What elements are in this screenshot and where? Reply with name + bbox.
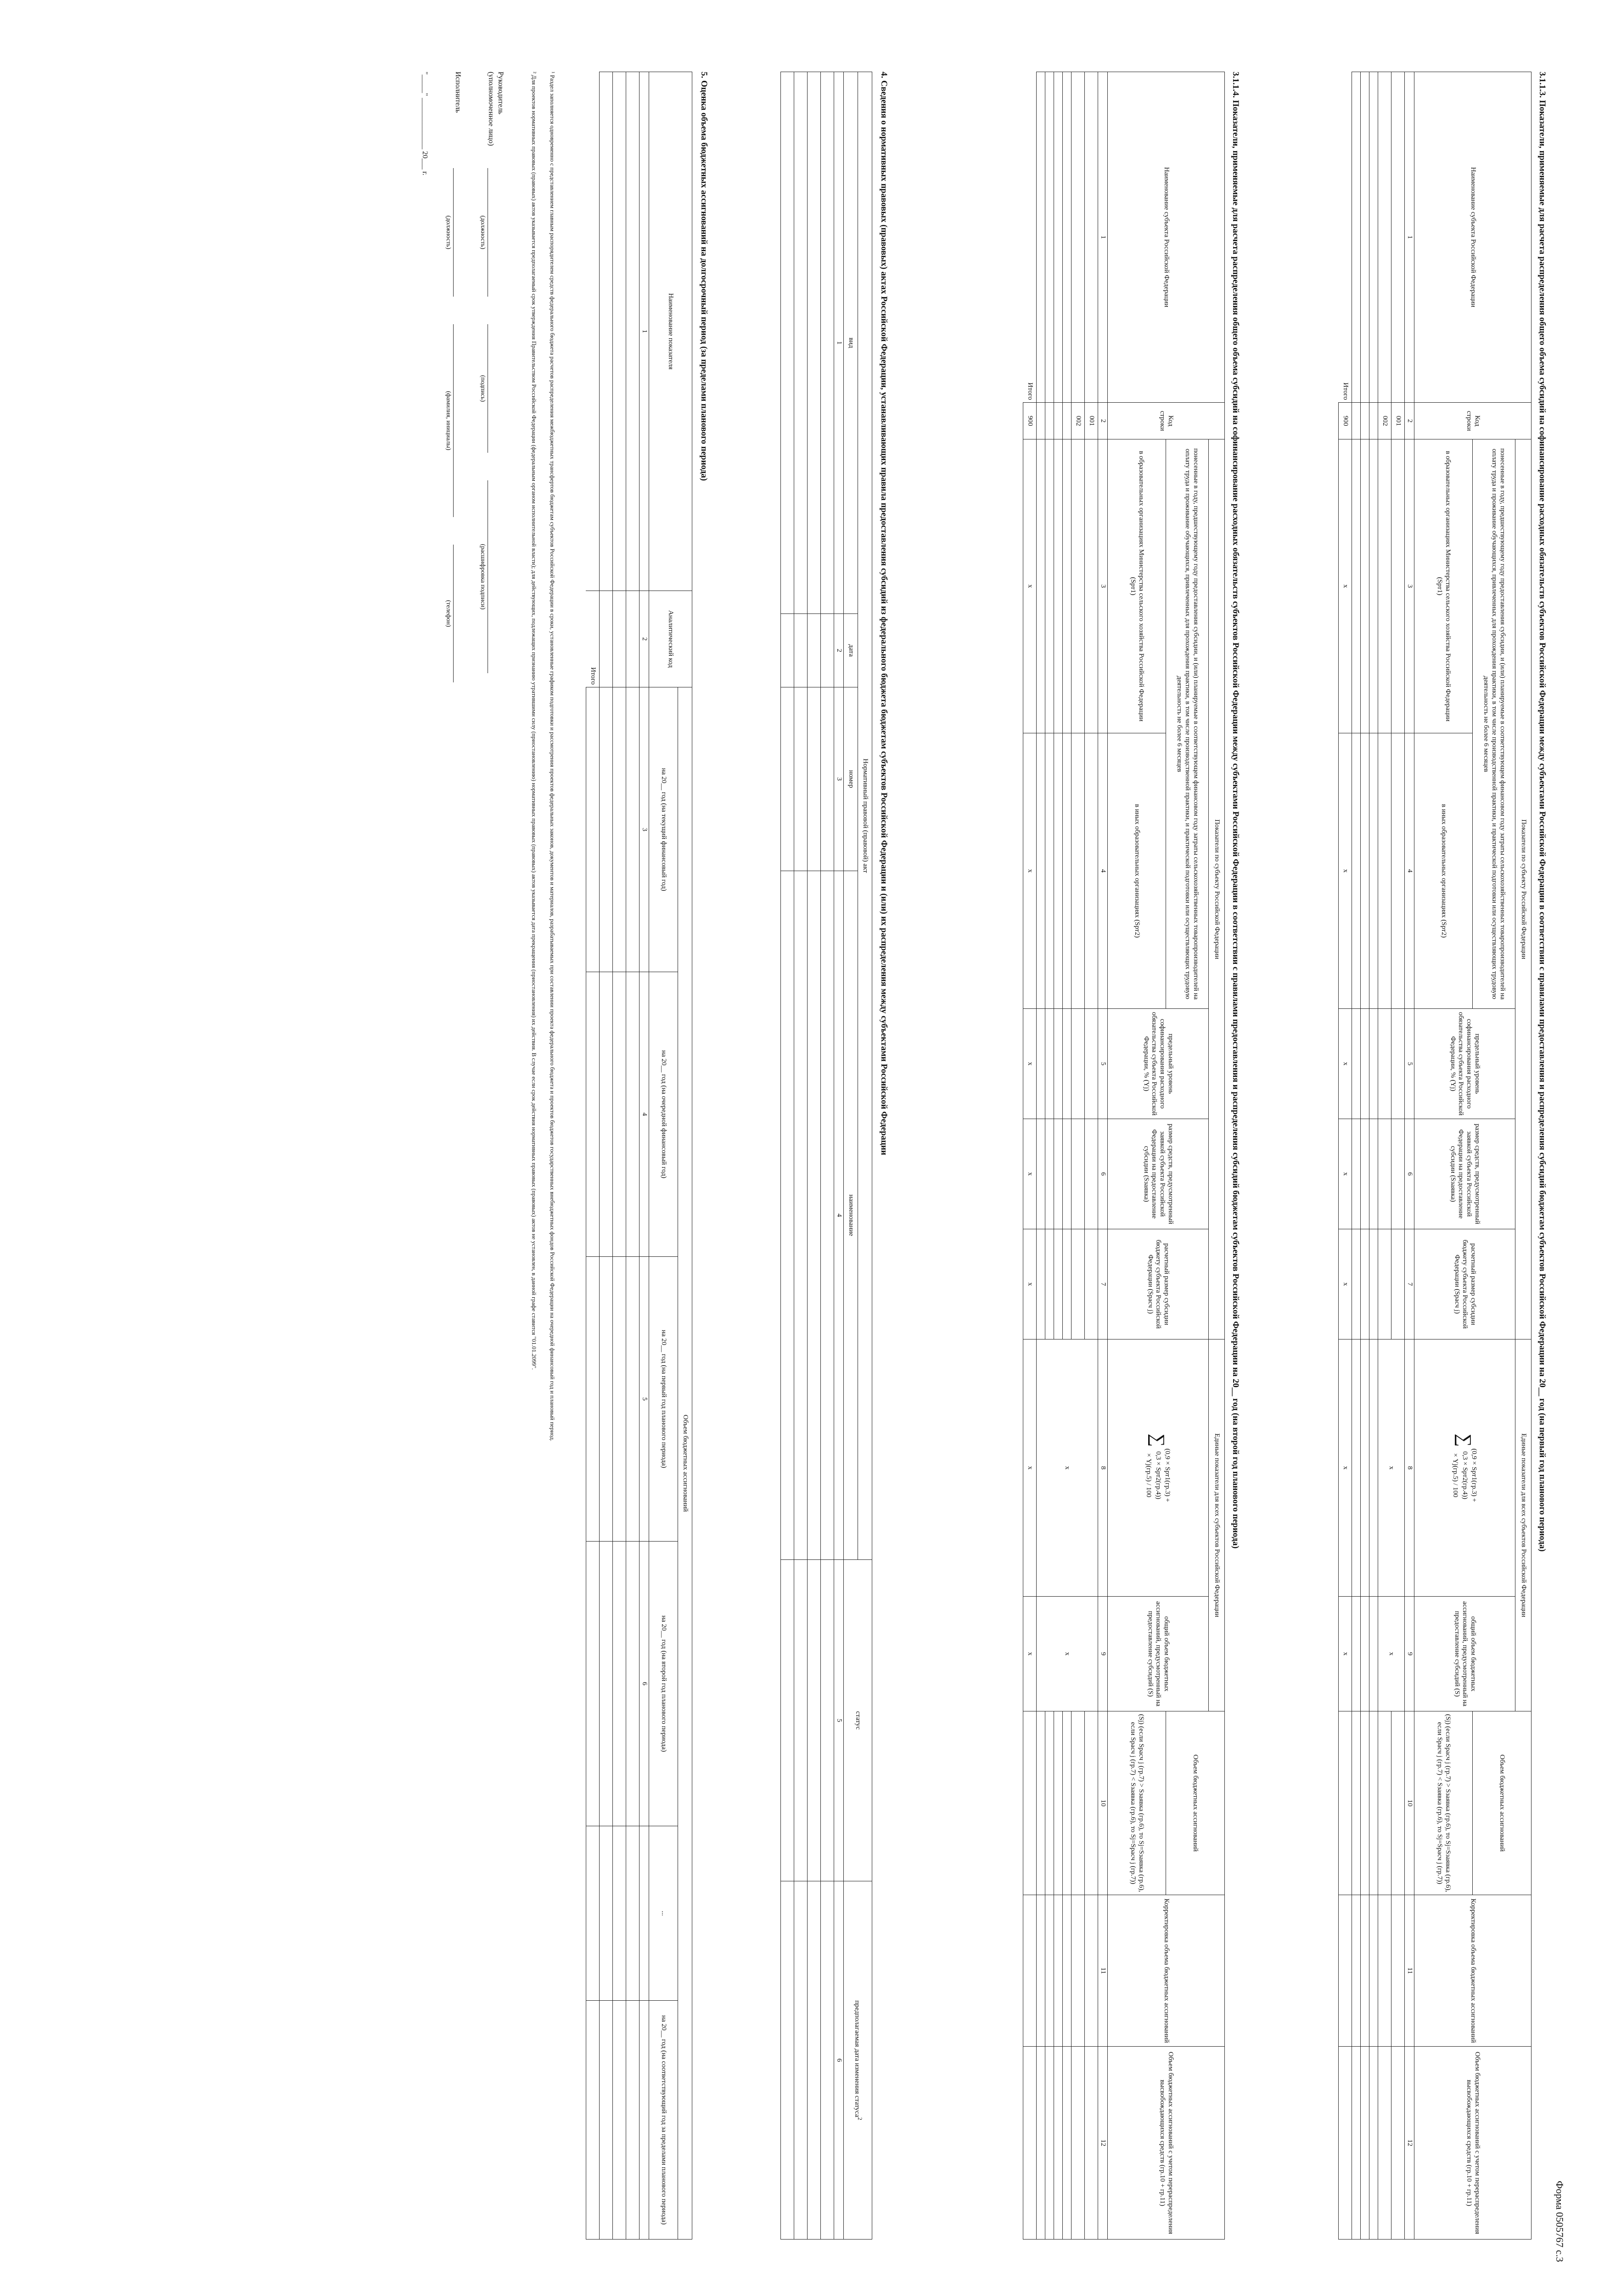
header-status: статус: [844, 1560, 872, 1881]
table-row: 002: [1071, 72, 1085, 2240]
exec-position-line[interactable]: [453, 168, 454, 297]
table-section4: Нормативный правовой (правовой) акт статус предполагаемая дата изменения статуса$^2$ вид дата номер наименование 1 2 3 4 5 6: [780, 72, 872, 2240]
header-col5: предельный уровень софинансирования расходного обязательства субъекта Российской Федерации, % (Yj): [1414, 1009, 1515, 1119]
header-group-all: Единые показатели для всех субъектов Российской Федерации: [1209, 1339, 1225, 1711]
table-row: 002: [1378, 72, 1391, 2240]
header-code: Код строки: [1414, 403, 1531, 439]
header-year-plan2: на 20__ год (на второй год планового периода): [649, 1542, 678, 1826]
header-analytic-code: Аналитический код: [649, 591, 692, 687]
header-col9: общий объем бюджетных ассигнований, предусмотренный на предоставление субсидий (S): [1108, 1597, 1209, 1711]
total-row: Итого 900 x x x x x x x: [1023, 72, 1037, 2240]
header-volume-group: Объем бюджетных ассигнований: [678, 687, 692, 2240]
header-nomer: номер: [844, 687, 858, 871]
header-vid: вид: [844, 72, 858, 614]
document-page: Форма 0505767 с.3 3.1.1.3. Показатели, применяемые для расчета распределения общего объема субсидий на софинансирование расходных обязательств субъектов Российской Федерации между субъектами Российской Федерации в соответствии с правилами предоставления и распределения субсидий бюджетам субъектов Российской Федерации на 20__ год (на первый год планового периода) Наименование субъекта Российской Федерации Код строки Показатели по субъекту Российской Федерации Единые показатели для всех субъектов Российской Федерации Объем бюджетных ассигнований Корректировка объема бюджетных ассигнований Объем бюджетных ассигнований с учетом перераспределения высвобождающихся средств (гр.10 + гр.11) понесенные в году, предшествующему году предоставления субсидии, и (или) планируемые в соответствующем финансовом году затраты сельскохозяйственных товаропроизводителей на оплату труда и проживание обучающихся, привлеченных для прохождения практики, в том числе производственной практики, и практической подготовки или осуществляющих трудовую деятельность не более 6 месяцев предельный уровень софинансирования расходного обязательства субъекта Российской Федерации, % (Yj) размер средств, предусмотренный заявкой субъекта Российской Федерации на предоставление субсидии (Sзаявка) расчетный размер субсидии бюджету субъекта Российской Федерации (Sрасч j) ∑ (0,9 × Sрт1(гр.3) + 0,3 × Sрт2(гр.4)) × Yj(гр.5) / 100 общий объем бюджетных ассигнований, предусмотренный на предоставление субсидий (S) в образовательных организациях Министерства сельского хозяйства Российской Федерации (Sрт1) в иных образовательных организациях (Sрт2) (Sj) (если Sрасч j (гр.7) > Sзаявка (гр.6), то Sj=Sзаявка (гр.6), если Sрасч j (гр.7) < Sзаявка (гр.6), то Sj=Sрасч j (гр.7)) 1 2 3 4 5 6 7 8 9 10 11 12 001 x x 002 Итого 900 x x x x x x x 3.1.1.4. Показатели, применяемые для расчета распределения общего объема субсидий на софинансирование расходных обязательств субъектов Российской Федерации между субъектами Российской Федерации в соответствии с правилами предоставления и распределения субсидий бюджетам субъектов Российской Федерации на 20__ год (на второй год планового периода) Наименование субъекта Российской Федерации Код строки Показатели по субъекту Российской Федерации Единые показатели для всех субъектов Российской Федерации Объем бюджетных ассигнований Корректировка объема бюджетных ассигнований Объем бюджетных ассигнований с учетом перераспределения высвобождающихся средств (гр.10 + гр.11) понесенные в году, предшествующему году предоставления субсидии, и (или) планируемые в соответствующем финансовом году затраты сельскохозяйственных товаропроизводителей на оплату труда и проживание обучающихся, привлеченных для прохождения практики, в том числе производственной практики, и практической подготовки или осуществляющих трудовую деятельность не более 6 месяцев предельный уровень софинансирования расходного обязательства субъекта Российской Федерации, % (Yj) размер средств, предусмотренный заявкой субъекта Российской Федерации на предоставление субсидии (Sзаявка) расчетный размер субсидии бюджету субъекта Российской Федерации (Sрасч j) ∑ (0,9 × Sрт1(гр.3) + 0,3 × Sрт2(гр.4)) × Yj(гр.5) / 100 общий объем бюджетных ассигнований, предусмотренный на предоставление субсидий (S) в образовательных организациях Министерства сельского хозяйства Российской Федерации (Sрт1) в иных образовательных организациях (Sрт2) (Sj) (если Sрасч j (гр.7) > Sзаявка (гр.6), то Sj=Sзаявка (гр.6), если Sрасч j (гр.7) < Sзаявка (гр.6), то Sj=Sрасч j (гр.7)) 1 2 3 4 5 6 7 8 9 10 11 12 001 x x 002 Итого 900 x x x x x x x 4. Сведения о нормативных правовых (правовых) актах Российской Федерации, устанавливающих правила предоставления субсидий из федерального бюджета бюджетам субъектов Российской Федерации и (или) их распределения между субъектами Российской Федерации Нормативный правовой (правовой) акт статус предполагаемая дата изменения статуса$^2$ вид дата номер наименование 1 2 3 4 5 6 5. Оценка объема бюджетных ассигнований на долгосрочный период (за пределами планового периода) Наименование показателя Аналитический код Объем бюджетных ассигнований на 20__ год (на текущий финансовый год) на 20__ год (на очередной финансовый год) на 20__ год (на первый год планового периода) на 20__ год (на второй год планового периода) ... на 20__ год (на соответствующий год за пределами планового периода) 1 2 3 4 5 6 Итого ¹ Раздел заполняется одновременно с представлением главным распорядителем средств федерального бюджета расчетов распределения межбюджетных трансфертов бюджетам субъектов Российской Федерации в сроки, установленные графиком подготовки и рассмотрения проектов федеральных законов, документов и материалов, разрабатываемых при составлении проекта федерального бюджета и проектов бюджетов государственных внебюджетных фондов Российской Федерации на очередной финансовый год и плановый период. ² Для проектов нормативных правовых (правовых) актов указывается предполагаемый срок утверждения Правительством Российской Федерации (федеральным органом исполнительной власти); для действующих, подлежащих признанию утратившими силу (приостановлению) нормативных правовых (правовых) актов указывается дата прекращения (приостановления) их действия. В случае если срок действия нормативных правовых (правовых) актов не установлен, в данной графе ставится "01.01.2099". Руководитель (уполномоченное лицо) (должность) (подпись) (расшифровка подписи) Исполнитель (должность) (фамилия, инициалы) (телефон) "_____" ______________ 20___ г.: [421, 72, 1565, 2262]
header-year-ellipsis: ...: [649, 1826, 678, 2001]
header-subject: Наименование субъекта Российской Федерации: [1108, 72, 1225, 403]
table-3115: Наименование субъекта Российской Федерации Код строки Показатели по субъекту Российской Федерации Единые показатели для всех субъектов Российской Федерации Объем бюджетных ассигнований Корректировка объема бюджетных ассигнований Объем бюджетных ассигнований с учетом перераспределения высвобождающихся средств (гр.10 + гр.11) понесенные в году, предшествующему году предоставления субсидии, и (или) планируемые в соответствующем финансовом году затраты сельскохозяйственных товаропроизводителей на оплату труда и проживание обучающихся, привлеченных для прохождения практики, в том числе производственной практики, и практической подготовки или осуществляющих трудовую деятельность не более 6 месяцев предельный уровень софинансирования расходного обязательства субъекта Российской Федерации, % (Yj) размер средств, предусмотренный заявкой субъекта Российской Федерации на предоставление субсидии (Sзаявка) расчетный размер субсидии бюджету субъекта Российской Федерации (Sрасч j) ∑ (0,9 × Sрт1(гр.3) + 0,3 × Sрт2(гр.4)) × Yj(гр.5) / 100 общий объем бюджетных ассигнований, предусмотренный на предоставление субсидий (S) в образовательных организациях Министерства сельского хозяйства Российской Федерации (Sрт1) в иных образовательных организациях (Sрт2) (Sj) (если Sрасч j (гр.7) > Sзаявка (гр.6), то Sj=Sзаявка (гр.6), если Sрасч j (гр.7) < Sзаявка (гр.6), то Sj=Sрасч j (гр.7)) 1 2 3 4 5 6 7 8 9 10 11 12 001 x x 002 Итого 900 x x x x x x x: [1023, 72, 1225, 2240]
header-act-group: Нормативный правовой (правовой) акт: [858, 72, 872, 1560]
exec-name-line[interactable]: [453, 324, 454, 517]
exec-phone-line[interactable]: [453, 545, 454, 682]
form-code: Форма 0505767 с.3: [1554, 2181, 1565, 2262]
head-label-2: (уполномоченное лицо): [487, 72, 495, 146]
header-code: Код строки: [1108, 403, 1225, 439]
header-date-change: предполагаемая дата изменения статуса$^2$: [844, 1881, 872, 2240]
head-label: Руководитель: [497, 72, 505, 114]
header-col6: размер средств, предусмотренный заявкой субъекта Российской Федерации на предоставление субсидии (Sзаявка): [1414, 1119, 1515, 1229]
table-row: [808, 72, 821, 2240]
header-col5: предельный уровень софинансирования расходного обязательства субъекта Российской Федерации, % (Yj): [1108, 1009, 1209, 1119]
exec-label: Исполнитель: [454, 72, 462, 113]
header-data: дата: [844, 614, 858, 687]
header-col8-formula: ∑ (0,9 × Sрт1(гр.3) + 0,3 × Sрт2(гр.4)) × Yj(гр.5) / 100: [1414, 1339, 1515, 1597]
section-3115-title: 3.1.1.4. Показатели, применяемые для расчета распределения общего объема субсидий на софинансирование расходных обязательств субъектов Российской Федерации между субъектами Российской Федерации в соответствии с правилами предоставления и распределения субсидий бюджетам субъектов Российской Федерации на 20__ год (на второй год планового периода): [1231, 72, 1240, 1549]
table-3114: Наименование субъекта Российской Федерации Код строки Показатели по субъекту Российской Федерации Единые показатели для всех субъектов Российской Федерации Объем бюджетных ассигнований Корректировка объема бюджетных ассигнований Объем бюджетных ассигнований с учетом перераспределения высвобождающихся средств (гр.10 + гр.11) понесенные в году, предшествующему году предоставления субсидии, и (или) планируемые в соответствующем финансовом году затраты сельскохозяйственных товаропроизводителей на оплату труда и проживание обучающихся, привлеченных для прохождения практики, в том числе производственной практики, и практической подготовки или осуществляющих трудовую деятельность не более 6 месяцев предельный уровень софинансирования расходного обязательства субъекта Российской Федерации, % (Yj) размер средств, предусмотренный заявкой субъекта Российской Федерации на предоставление субсидии (Sзаявка) расчетный размер субсидии бюджету субъекта Российской Федерации (Sрасч j) ∑ (0,9 × Sрт1(гр.3) + 0,3 × Sрт2(гр.4)) × Yj(гр.5) / 100 общий объем бюджетных ассигнований, предусмотренный на предоставление субсидий (S) в образовательных организациях Министерства сельского хозяйства Российской Федерации (Sрт1) в иных образовательных организациях (Sрт2) (Sj) (если Sрасч j (гр.7) > Sзаявка (гр.6), то Sj=Sзаявка (гр.6), если Sрасч j (гр.7) < Sзаявка (гр.6), то Sj=Sрасч j (гр.7)) 1 2 3 4 5 6 7 8 9 10 11 12 001 x x 002 Итого 900 x x x x x x x: [1338, 72, 1531, 2240]
sum-icon: ∑: [1148, 1434, 1169, 1447]
header-col6: размер средств, предусмотренный заявкой субъекта Российской Федерации на предоставление субсидии (Sзаявка): [1108, 1119, 1209, 1229]
header-subject: Наименование субъекта Российской Федерации: [1414, 72, 1531, 403]
header-year-current: на 20__ год (на текущий финансовый год): [649, 687, 678, 972]
header-col10: (Sj) (если Sрасч j (гр.7) > Sзаявка (гр.6), то Sj=Sзаявка (гр.6), если Sрасч j (гр.7) < Sзаявка (гр.6), то Sj=Sрасч j (гр.7)): [1414, 1711, 1473, 1895]
header-group-sub: понесенные в году, предшествующему году предоставления субсидии, и (или) планируемые в соответствующем финансовом году затраты сельскохозяйственных товаропроизводителей на оплату труда и проживание обучающихся, привлеченных для прохождения практики, в том числе производственной практики, и практической подготовки или осуществляющих трудовую деятельность не более 6 месяцев: [1166, 439, 1209, 1009]
footnote-2: ² Для проектов нормативных правовых (правовых) актов указывается предполагаемый срок утверждения Правительством Российской Федерации (федеральным органом исполнительной власти); для действующих, подлежащих признанию утратившими силу (приостановлению) нормативных правовых (правовых) актов указывается дата прекращения (приостановления) их действия. В случае если срок действия нормативных правовых (правовых) актов не установлен, в данной графе ставится "01.01.2099".: [531, 72, 538, 1370]
header-indicator: Наименование показателя: [649, 72, 692, 591]
header-group-sub: понесенные в году, предшествующему году предоставления субсидии, и (или) планируемые в соответствующем финансовом году затраты сельскохозяйственных товаропроизводителей на оплату труда и проживание обучающихся, привлеченных для прохождения практики, в том числе производственной практики, и практической подготовки или осуществляющих трудовую деятельность не более 6 месяцев: [1473, 439, 1515, 1009]
header-col3: в образовательных организациях Министерства сельского хозяйства Российской Федерации (Sрт1): [1108, 439, 1166, 733]
header-year-beyond: на 20__ год (на соответствующий год за пределами планового периода): [649, 2001, 678, 2240]
table-section5: Наименование показателя Аналитический код Объем бюджетных ассигнований на 20__ год (на текущий финансовый год) на 20__ год (на очередной финансовый год) на 20__ год (на первый год планового периода) на 20__ год (на второй год планового периода) ... на 20__ год (на соответствующий год за пределами планового периода) 1 2 3 4 5 6 Итого: [586, 72, 692, 2240]
table-row: [821, 72, 834, 2240]
header-group-all: Единые показатели для всех субъектов Российской Федерации: [1515, 1339, 1531, 1711]
sum-icon: ∑: [1454, 1434, 1475, 1447]
header-col12: Объем бюджетных ассигнований с учетом перераспределения высвобождающихся средств (гр.10 + гр.11): [1108, 2047, 1225, 2240]
header-col4: в иных образовательных организациях (Sрт2): [1108, 733, 1166, 1009]
header-group-vol: Объем бюджетных ассигнований: [1166, 1711, 1225, 1895]
table-row: [626, 72, 640, 2240]
header-col4: в иных образовательных организациях (Sрт2): [1414, 733, 1473, 1009]
date-line: "_____" ______________ 20___ г.: [421, 72, 429, 175]
header-year-plan1: на 20__ год (на первый год планового периода): [649, 1257, 678, 1542]
table-row: 001 x x: [1085, 72, 1098, 2240]
header-year-next: на 20__ год (на очередной финансовый год): [649, 972, 678, 1257]
header-col7: расчетный размер субсидии бюджету субъекта Российской Федерации (Sрасч j): [1108, 1229, 1209, 1339]
table-row: [613, 72, 626, 2240]
header-col3: в образовательных организациях Министерства сельского хозяйства Российской Федерации (Sрт1): [1414, 439, 1473, 733]
table-row: [600, 72, 613, 2240]
header-group-subject: Показатели по субъекту Российской Федерации: [1515, 439, 1531, 1339]
table-row: [794, 72, 808, 2240]
header-col8-formula: ∑ (0,9 × Sрт1(гр.3) + 0,3 × Sрт2(гр.4)) × Yj(гр.5) / 100: [1108, 1339, 1209, 1597]
header-col11: Корректировка объема бюджетных ассигнований: [1414, 1895, 1531, 2047]
header-group-vol: Объем бюджетных ассигнований: [1473, 1711, 1531, 1895]
section5-title: 5. Оценка объема бюджетных ассигнований на долгосрочный период (за пределами планового периода): [699, 72, 709, 481]
footnote-1: ¹ Раздел заполняется одновременно с представлением главным распорядителем средств федерального бюджета расчетов распределения межбюджетных трансфертов бюджетам субъектов Российской Федерации в сроки, установленные графиком подготовки и рассмотрения проектов федеральных законов, документов и материалов, разрабатываемых при составлении проекта федерального бюджета и проектов бюджетов государственных внебюджетных фондов Российской Федерации на очередной финансовый год и плановый период.: [549, 72, 556, 1441]
total-row: Итого: [586, 72, 600, 2240]
header-col7: расчетный размер субсидии бюджету субъекта Российской Федерации (Sрасч j): [1414, 1229, 1515, 1339]
table-row: [781, 72, 794, 2240]
table-row: 001 x x: [1391, 72, 1405, 2240]
header-col12: Объем бюджетных ассигнований с учетом перераспределения высвобождающихся средств (гр.10 + гр.11): [1414, 2047, 1531, 2240]
section4-title: 4. Сведения о нормативных правовых (правовых) актах Российской Федерации, устанавливающих правила предоставления субсидий из федерального бюджета бюджетам субъектов Российской Федерации и (или) их распределения между субъектами Российской Федерации: [879, 72, 889, 1155]
header-group-subject: Показатели по субъекту Российской Федерации: [1209, 439, 1225, 1339]
header-col10: (Sj) (если Sрасч j (гр.7) > Sзаявка (гр.6), то Sj=Sзаявка (гр.6), если Sрасч j (гр.7) < Sзаявка (гр.6), то Sj=Sрасч j (гр.7)): [1108, 1711, 1166, 1895]
header-col9: общий объем бюджетных ассигнований, предусмотренный на предоставление субсидий (S): [1414, 1597, 1515, 1711]
header-naimenovanie: наименование: [844, 871, 858, 1560]
section-3114-title: 3.1.1.3. Показатели, применяемые для расчета распределения общего объема субсидий на софинансирование расходных обязательств субъектов Российской Федерации между субъектами Российской Федерации в соответствии с правилами предоставления и распределения субсидий бюджетам субъектов Российской Федерации на 20__ год (на первый год планового периода): [1537, 72, 1547, 1552]
header-col11: Корректировка объема бюджетных ассигнований: [1108, 1895, 1225, 2047]
total-row: Итого 900 x x x x x x x: [1339, 72, 1352, 2240]
